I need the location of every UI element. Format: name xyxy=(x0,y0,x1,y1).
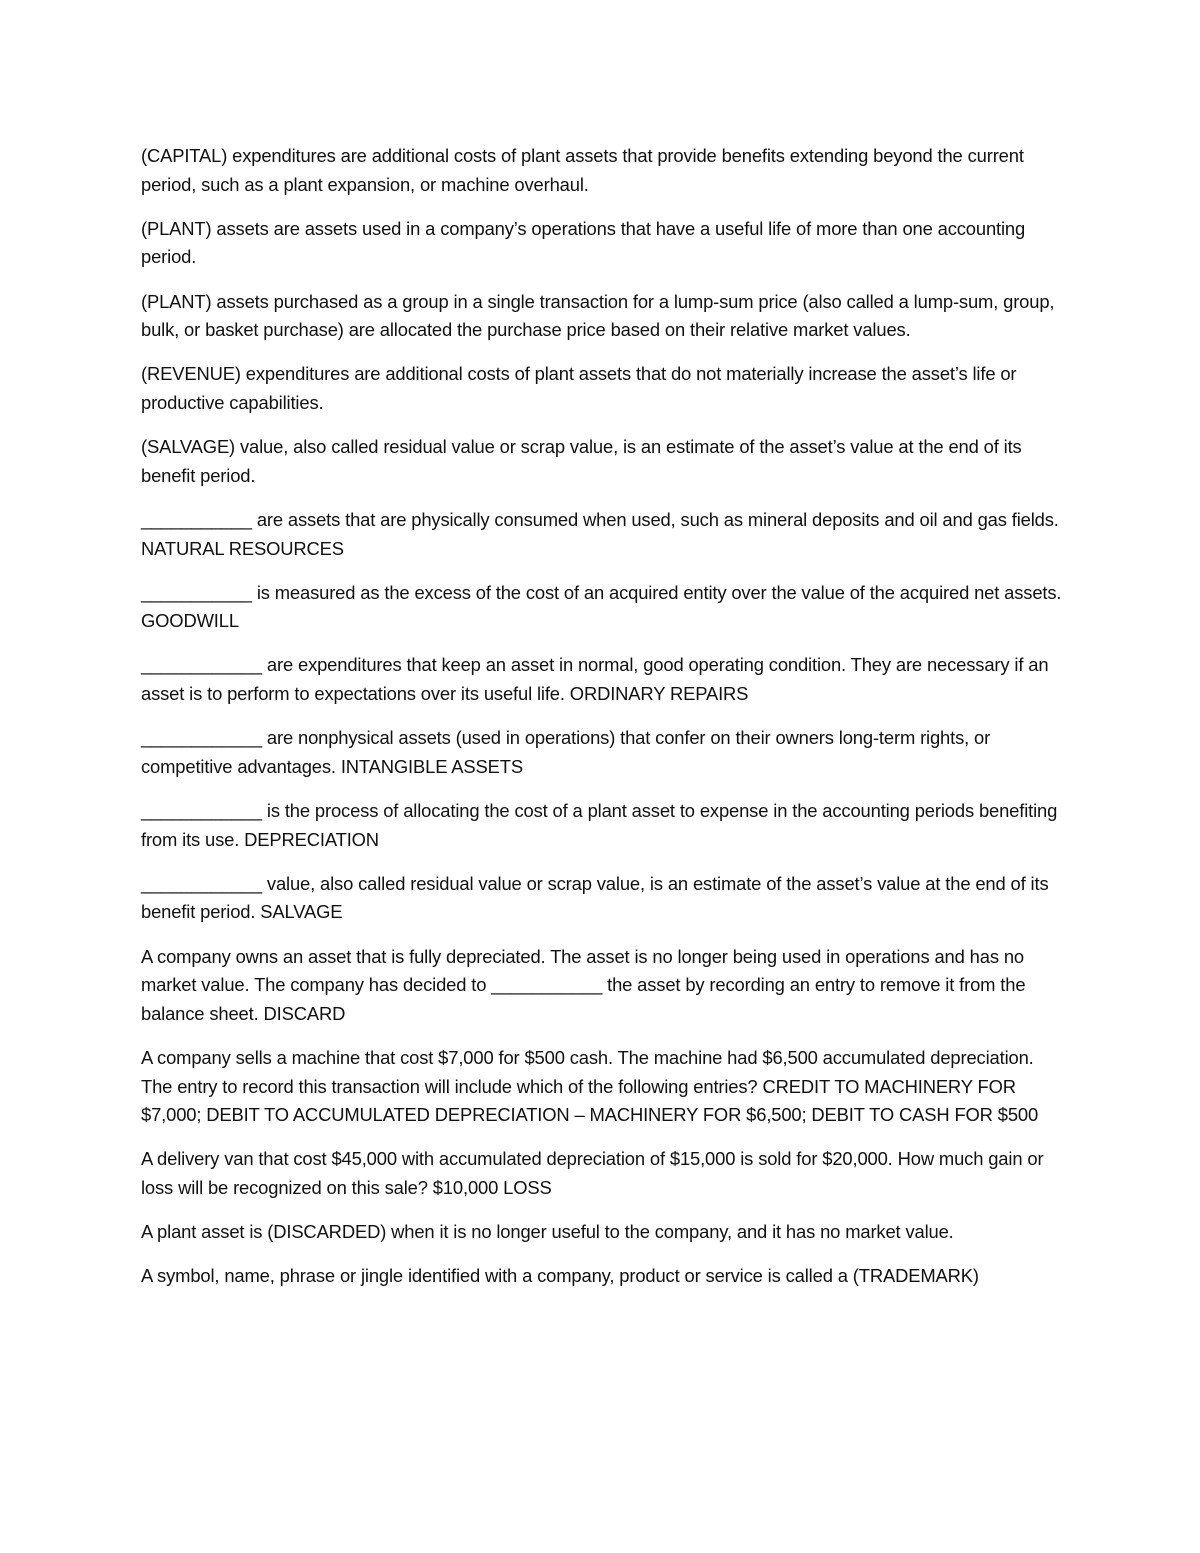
paragraph-ordinary-repairs: ____________ are expenditures that keep an asset in normal, good operating condition. They are necessary if an asset is to perform to expectations over its useful life. ORDINARY REPAIRS xyxy=(141,654,1049,705)
paragraph-capital-expenditures: (CAPITAL) expenditures are additional costs of plant assets that provide benefits extending beyond the current period, such as a plant expansion, or machine overhaul. xyxy=(141,145,1024,195)
paragraph-goodwill: ___________ is measured as the excess of the cost of an acquired entity over the value of the acquired net assets. GOODWILL xyxy=(141,581,1062,632)
paragraph-trademark-definition: A symbol, name, phrase or jingle identified with a company, product or service is called a (TRADEMARK) xyxy=(141,1265,979,1287)
paragraph-plant-assets-definition: (PLANT) assets are assets used in a company’s operations that have a useful life of more than one accounting period. xyxy=(141,217,1026,268)
paragraph-discard-question: A company owns an asset that is fully depreciated. The asset is no longer being used in operations and has no market value. The company has decided to ___________ the asset by recording an entry to remove it from the balance sheet. DISCARD xyxy=(141,945,1026,1024)
paragraph-salvage-blank: ____________ value, also called residual value or scrap value, is an estimate of the asset’s value at the end of its benefit period. SALVAGE xyxy=(141,872,1049,923)
paragraph-lump-sum-purchase: (PLANT) assets purchased as a group in a single transaction for a lump-sum price (also called a lump-sum, group, bulk, or basket purchase) are allocated the purchase price based on their relative market values. xyxy=(141,290,1055,341)
paragraph-intangible-assets: ____________ are nonphysical assets (used in operations) that confer on their owners long-term rights, or competitive advantages. INTANGIBLE ASSETS xyxy=(141,727,991,777)
paragraph-machine-sale-question: A company sells a machine that cost $7,000 for $500 cash. The machine had $6,500 accumulated depreciation. The entry to record this transaction will include which of the following entries? CREDIT TO MACHINERY FOR $7,000; DEBIT TO ACCUMULATED DEPRECIATION – MACHINERY FOR $6,500; DEBIT TO CASH FOR $500 xyxy=(141,1046,1039,1126)
paragraph-revenue-expenditures: (REVENUE) expenditures are additional costs of plant assets that do not materially increase the asset’s life or productive capabilities. xyxy=(141,363,1017,413)
paragraph-depreciation: ____________ is the process of allocating the cost of a plant asset to expense in the accounting periods benefiting from its use. DEPRECIATION xyxy=(141,800,1058,850)
document-body xyxy=(141,142,1066,1307)
paragraph-delivery-van-question: A delivery van that cost $45,000 with accumulated depreciation of $15,000 is sold for $20,000. How much gain or loss will be recognized on this sale? $10,000 LOSS xyxy=(141,1148,1044,1198)
paragraph-discarded-definition: A plant asset is (DISCARDED) when it is no longer useful to the company, and it has no market value. xyxy=(141,1221,954,1243)
paragraph-salvage-value: (SALVAGE) value, also called residual value or scrap value, is an estimate of the asset’s value at the end of its benefit period. xyxy=(141,436,1022,486)
paragraph-natural-resources: ___________ are assets that are physically consumed when used, such as mineral deposits and oil and gas fields. NATURAL RESOURCES xyxy=(141,508,1059,559)
